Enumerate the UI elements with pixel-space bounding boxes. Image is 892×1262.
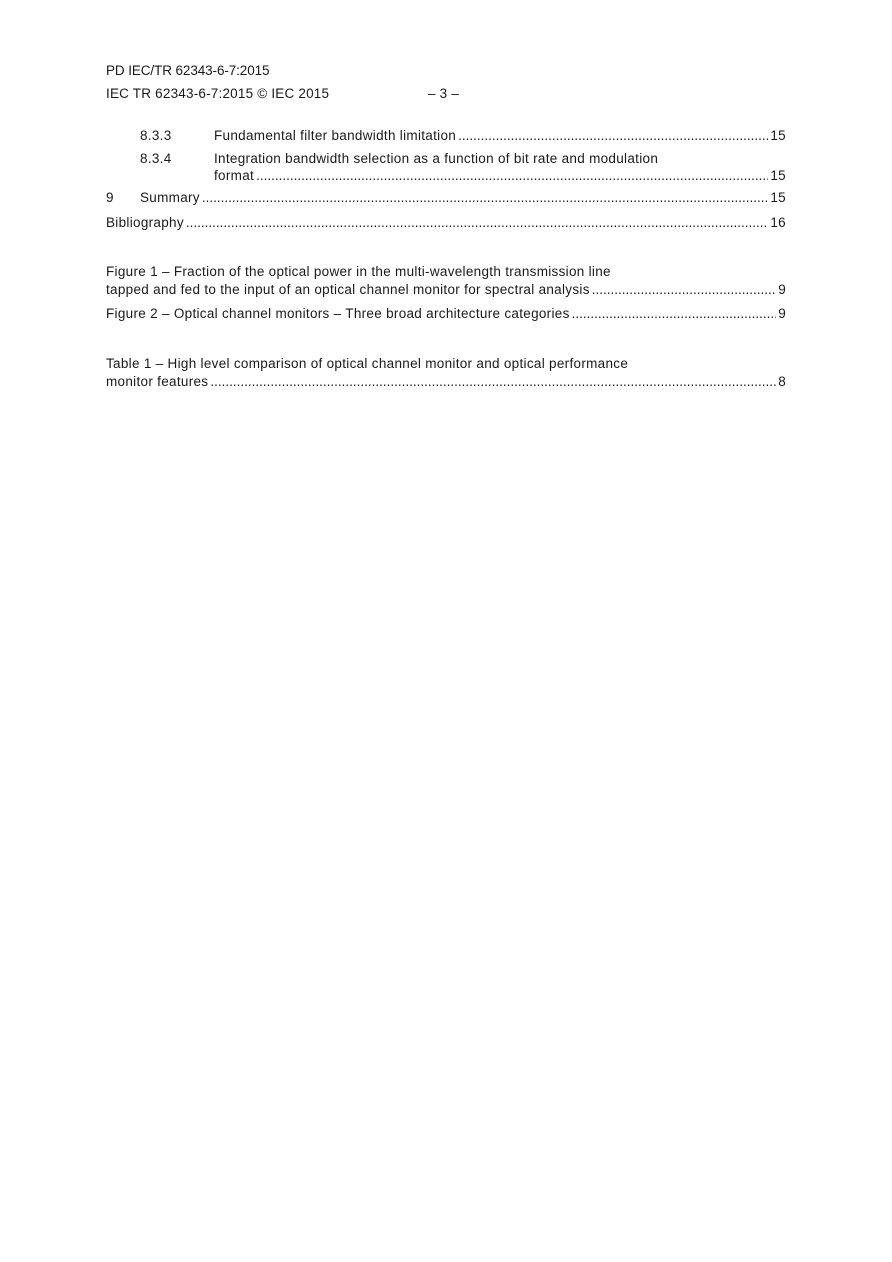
toc-entry-page: 15 <box>770 190 786 205</box>
table-entry-page: 8 <box>778 374 786 389</box>
toc-leader-dots <box>186 214 768 231</box>
standard-reference: IEC TR 62343-6-7:2015 © IEC 2015 <box>106 86 330 101</box>
toc-entry-8-3-4-number: 8.3.4 <box>140 151 172 166</box>
toc-entry-title: Summary <box>140 190 200 205</box>
toc-entry-page: 15 <box>770 168 786 183</box>
figure-entry-2[interactable] <box>106 305 786 322</box>
toc-entry-page: 16 <box>770 215 786 230</box>
figure-1-title-line1: Figure 1 – Fraction of the optical power in the multi-wavelength transmission line <box>106 264 611 279</box>
toc-entry-page: 15 <box>770 128 786 143</box>
toc-leader-dots <box>256 167 768 184</box>
toc-entry-8-3-3[interactable] <box>106 127 786 144</box>
toc-entry-bibliography[interactable] <box>106 214 786 231</box>
table-entry-title: monitor features <box>106 374 209 389</box>
page-number: – 3 – <box>428 86 460 101</box>
toc-entry-number: 8.3.3 <box>140 128 172 143</box>
toc-entry-9[interactable] <box>106 189 786 206</box>
toc-entry-8-3-4-title-line1: Integration bandwidth selection as a function of bit rate and modulation <box>214 151 659 166</box>
document-id: PD IEC/TR 62343-6-7:2015 <box>106 63 270 78</box>
toc-entry-title: format <box>214 168 255 183</box>
figure-entry-1[interactable] <box>106 281 786 298</box>
toc-entry-title: Bibliography <box>106 215 184 230</box>
figure-entry-title: Figure 2 – Optical channel monitors – Three broad architecture categories <box>106 306 570 321</box>
toc-leader-dots <box>592 281 776 298</box>
toc-entry-number: 9 <box>106 190 114 205</box>
table-entry-1[interactable] <box>106 373 786 390</box>
toc-leader-dots <box>202 189 769 206</box>
toc-leader-dots <box>458 127 768 144</box>
table-1-title-line1: Table 1 – High level comparison of optical channel monitor and optical performance <box>106 356 629 371</box>
toc-entry-8-3-4[interactable] <box>106 167 786 184</box>
figure-entry-page: 9 <box>778 282 786 297</box>
toc-leader-dots <box>572 305 777 322</box>
figure-entry-page: 9 <box>778 306 786 321</box>
figure-entry-title: tapped and fed to the input of an optical channel monitor for spectral analysis <box>106 282 590 297</box>
toc-entry-title: Fundamental filter bandwidth limitation <box>214 128 457 143</box>
running-header <box>106 86 459 101</box>
toc-leader-dots <box>210 373 776 390</box>
